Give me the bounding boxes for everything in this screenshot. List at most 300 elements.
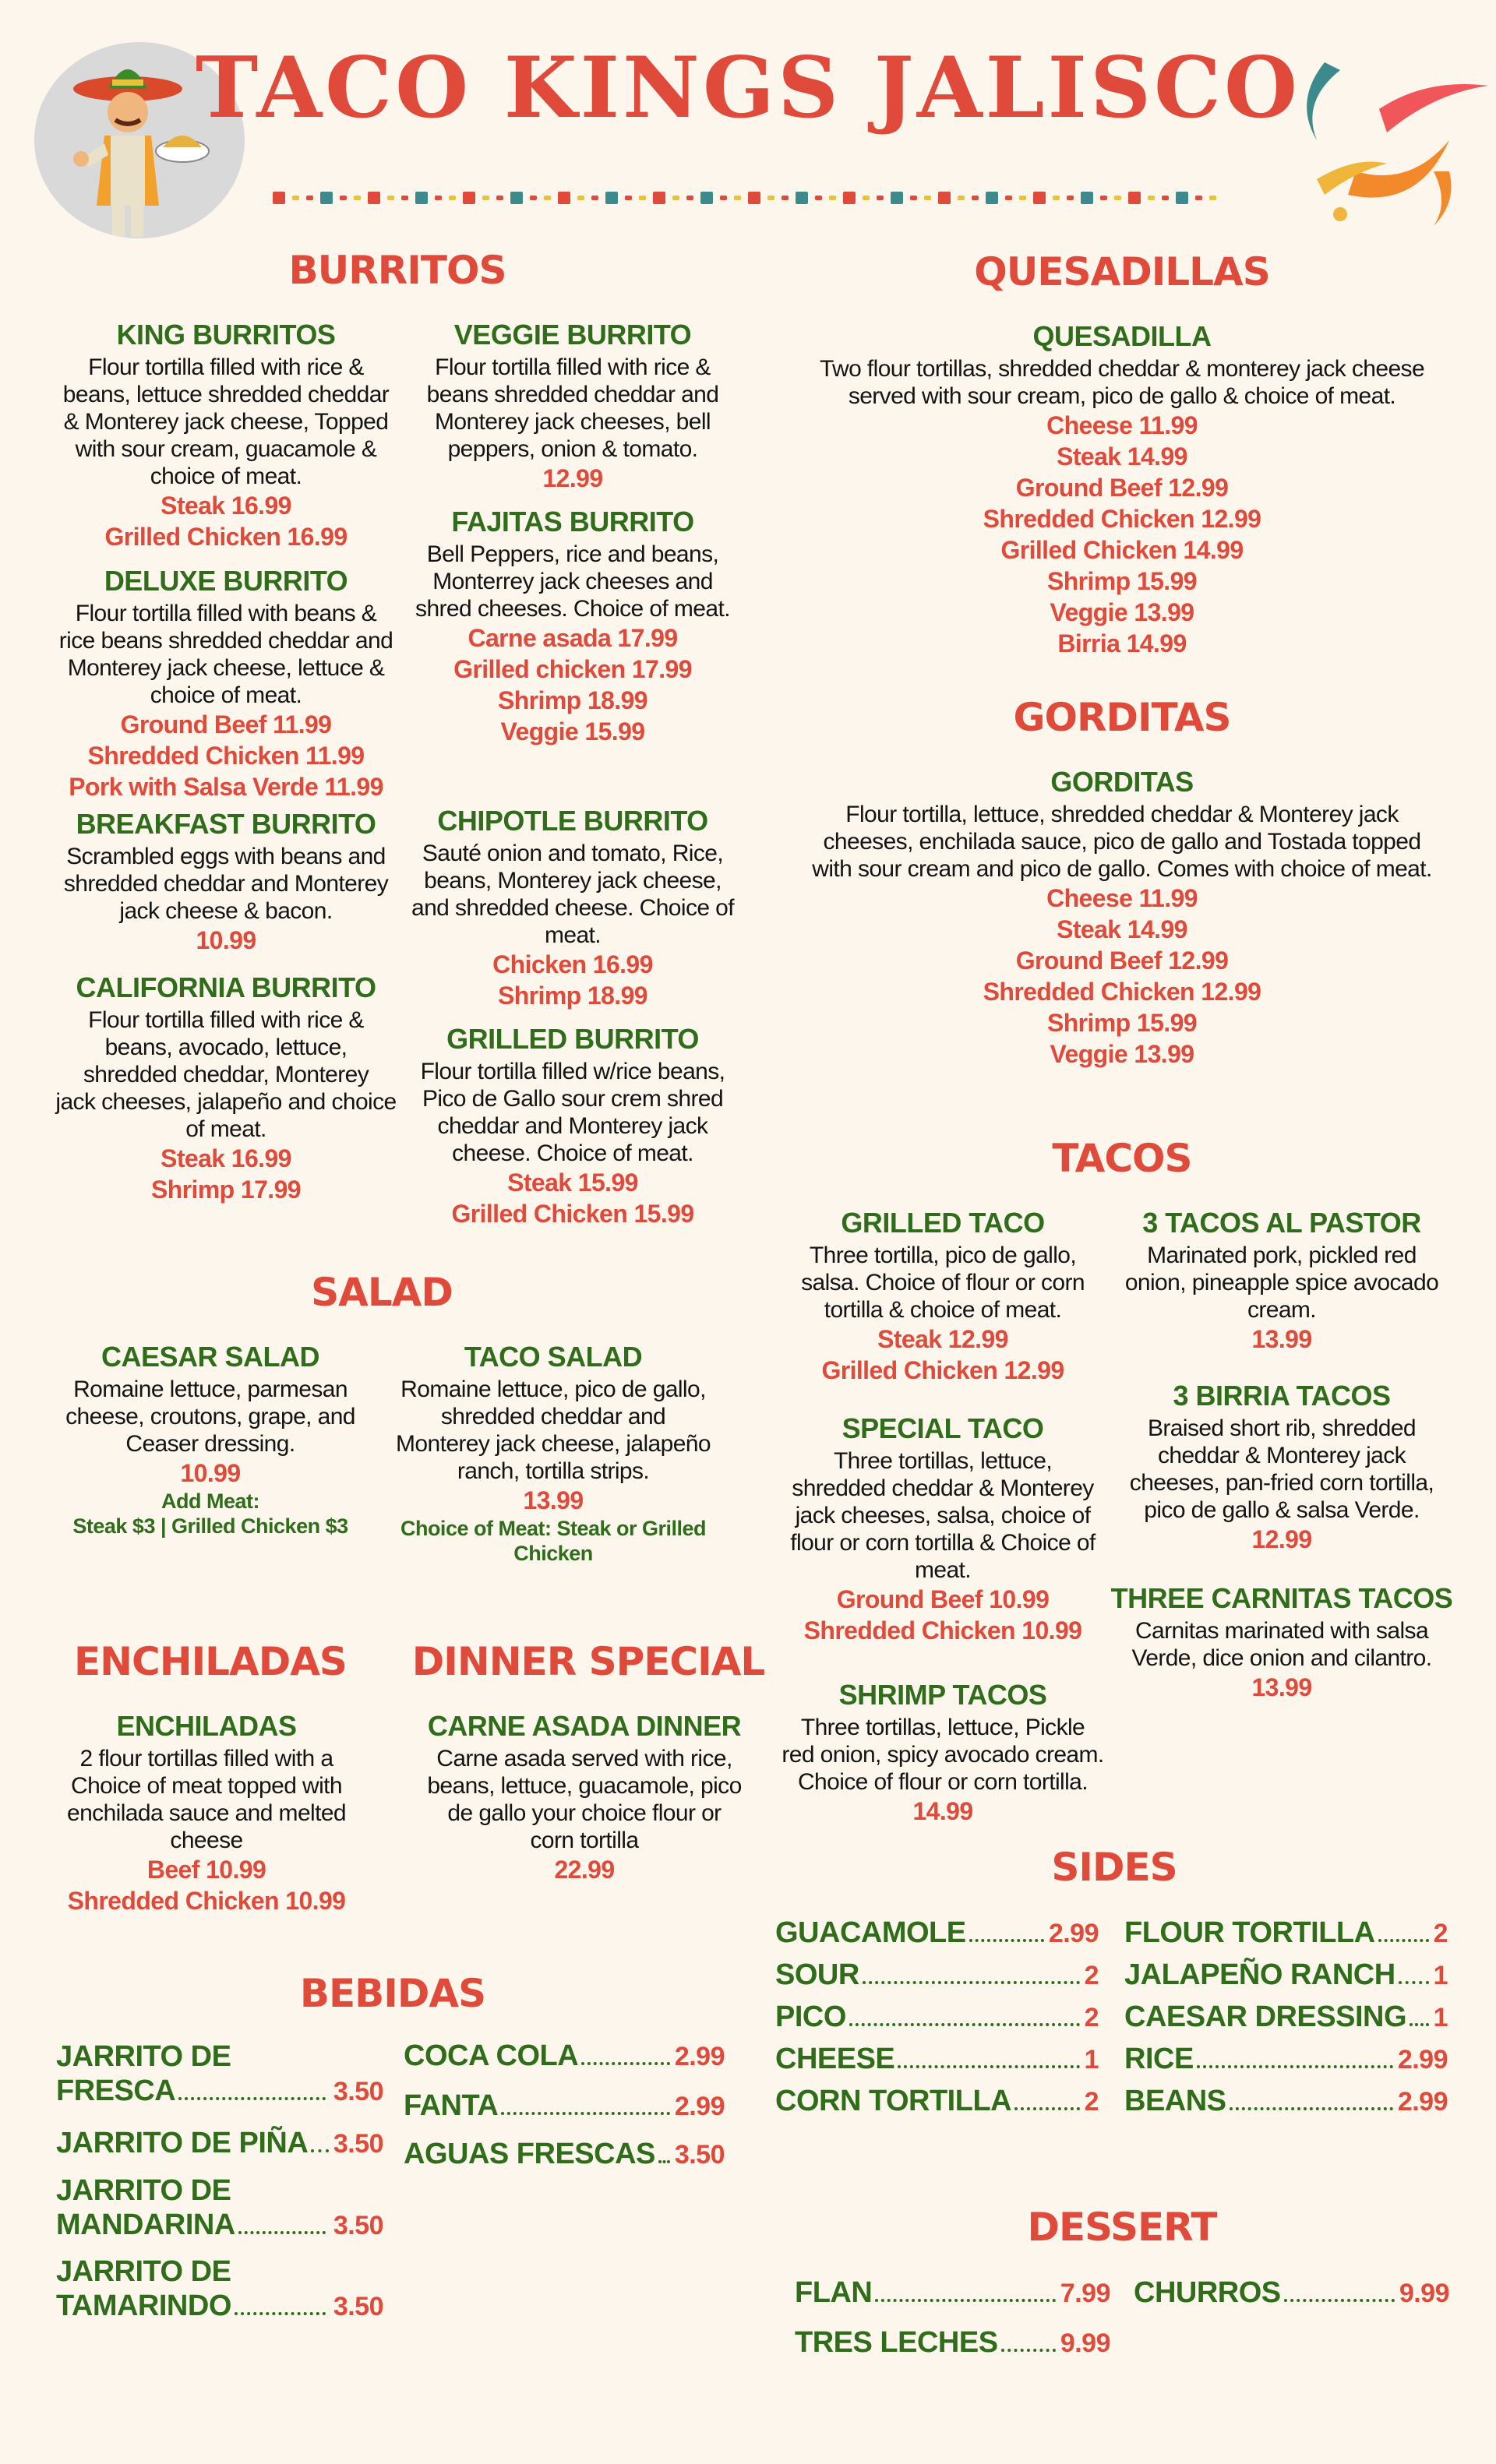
- divider-dot: [782, 196, 789, 200]
- item-desc: jack cheese & bacon.: [119, 898, 333, 924]
- drink-jarrito-mandarina: [56, 2173, 383, 2243]
- side-row: [1124, 2043, 1448, 2076]
- item-price: Shrimp 15.99: [1046, 567, 1197, 595]
- item-price: 10.99: [180, 1459, 241, 1487]
- divider-dot: [720, 196, 727, 200]
- item-desc: cheese: [170, 1828, 243, 1853]
- item-price: 12.99: [542, 464, 603, 492]
- side-name: GUACAMOLE: [775, 1916, 966, 1949]
- dessert-name: FLAN: [795, 2276, 873, 2309]
- drink-name: JARRITO DE PIÑA: [56, 2127, 309, 2159]
- menu-item-quesadilla: [779, 320, 1465, 659]
- divider-dot: [1114, 196, 1121, 200]
- item-desc: Flour tortilla filled with rice &: [435, 354, 711, 380]
- item-name: QUESADILLA: [1032, 320, 1212, 352]
- divider-dot: [510, 192, 523, 204]
- dot-leader: [1284, 2299, 1395, 2302]
- item-desc: cream.: [1247, 1297, 1317, 1323]
- item-desc: Three tortillas, lettuce, Pickle: [800, 1715, 1085, 1740]
- divider-dot: [1033, 192, 1046, 204]
- dessert-name: TRES LECHES: [795, 2326, 998, 2359]
- item-desc: meat.: [544, 922, 602, 948]
- item-price: Cheese 11.99: [1046, 411, 1198, 439]
- section-title-sides: SIDES: [1051, 1845, 1177, 1890]
- item-price: 10.99: [196, 926, 256, 954]
- confetti-decoration-icon: [1293, 55, 1496, 234]
- section-title-gorditas: GORDITAS: [1013, 695, 1231, 740]
- item-price: Grilled chicken 17.99: [453, 655, 692, 683]
- side-row: [1124, 1958, 1448, 1992]
- side-name: SOUR: [775, 1958, 859, 1991]
- side-row: [1124, 1916, 1448, 1950]
- item-desc: Monterey jack cheese, jalapeño: [396, 1431, 711, 1457]
- item-price: Steak 16.99: [161, 1144, 291, 1172]
- item-desc: cheese, croutons, grape, and: [65, 1404, 355, 1429]
- drink-price: 3.50: [674, 2140, 725, 2170]
- item-name: THREE CARNITAS TACOS: [1110, 1582, 1453, 1614]
- section-title-dinner-special: DINNER SPECIAL: [411, 1639, 765, 1684]
- item-price: Shrimp 17.99: [150, 1176, 301, 1204]
- side-row: [775, 2043, 1099, 2076]
- dessert-flan: [795, 2276, 1110, 2310]
- divider-dot: [1162, 196, 1169, 200]
- item-price: Steak 15.99: [507, 1169, 638, 1197]
- drink-name-line2: TAMARINDO: [56, 2290, 231, 2322]
- divider-dot: [1148, 196, 1155, 200]
- dot-leader: [1014, 2107, 1079, 2110]
- item-price: 13.99: [1251, 1673, 1312, 1701]
- item-name: CHIPOTLE BURRITO: [437, 805, 708, 837]
- item-price: Shredded Chicken 12.99: [983, 978, 1261, 1006]
- divider-dot: [1195, 196, 1202, 200]
- menu-item-enchiladas: [47, 1712, 366, 1916]
- item-desc: cheddar and Monterey jack: [437, 1113, 708, 1139]
- dot-leader: [238, 2231, 326, 2234]
- divider-dot: [843, 192, 856, 204]
- menu-item-grilled-taco: [771, 1209, 1114, 1386]
- item-name: SPECIAL TACO: [842, 1412, 1044, 1444]
- item-desc: Monterey jack cheeses, bell: [435, 409, 711, 435]
- drink-name: FANTA: [404, 2089, 499, 2122]
- side-row: [775, 2085, 1099, 2118]
- dot-leader: [311, 2149, 329, 2152]
- side-price: 1: [1433, 2003, 1448, 2032]
- item-name: ENCHILADAS: [116, 1710, 297, 1742]
- divider-dot: [482, 196, 489, 200]
- divider-dot: [877, 196, 884, 200]
- item-name: KING BURRITOS: [116, 319, 336, 351]
- item-desc: Bell Peppers, rice and beans,: [426, 541, 719, 567]
- item-desc: rice beans shredded cheddar and: [58, 628, 393, 654]
- item-desc: onion, pineapple spice avocado: [1124, 1270, 1439, 1295]
- divider-dot: [340, 196, 347, 200]
- item-desc: cheeses, enchilada sauce, pico de gallo and Tostada topped: [823, 829, 1421, 855]
- item-desc: red onion, spicy avocado cream.: [782, 1742, 1104, 1768]
- item-desc: shredded cheddar, Monterey: [83, 1062, 369, 1087]
- item-price: Ground Beef 10.99: [836, 1585, 1050, 1613]
- drink-name: AGUAS FRESCAS: [404, 2138, 655, 2170]
- item-extra: Add Meat:: [161, 1489, 259, 1513]
- side-name: JALAPEÑO RANCH: [1124, 1958, 1395, 1991]
- item-desc: beans shredded cheddar and: [426, 382, 719, 407]
- divider-dot: [1067, 196, 1074, 200]
- dot-leader: [1399, 1981, 1429, 1984]
- item-price: Steak 12.99: [877, 1325, 1008, 1353]
- dessert-name: CHURROS: [1134, 2276, 1281, 2309]
- menu-item-king-burritos: [47, 321, 405, 552]
- item-price: 13.99: [1251, 1325, 1312, 1353]
- divider-dot: [544, 196, 551, 200]
- item-name: CAESAR SALAD: [101, 1341, 319, 1373]
- divider-dot: [734, 196, 741, 200]
- dot-leader: [501, 2112, 669, 2115]
- item-desc: Flour tortilla, lettuce, shredded cheddar & Monterey jack: [845, 802, 1399, 827]
- section-title-dessert: DESSERT: [1027, 2205, 1217, 2250]
- item-desc: ranch, tortilla strips.: [457, 1458, 650, 1484]
- divider-dot: [415, 192, 428, 204]
- item-price: Ground Beef 12.99: [1015, 946, 1229, 975]
- item-desc: with sour cream, guacamole &: [75, 436, 377, 462]
- side-name: RICE: [1124, 2043, 1194, 2075]
- divider-dot: [387, 196, 394, 200]
- divider-dot: [924, 196, 931, 200]
- item-desc: Marinated pork, pickled red: [1147, 1243, 1417, 1268]
- divider-dot: [672, 196, 679, 200]
- item-desc: Ceaser dressing.: [125, 1431, 295, 1457]
- item-price: Carne asada 17.99: [468, 624, 678, 652]
- item-desc: beans, Monterey jack cheese,: [424, 868, 722, 894]
- item-name: VEGGIE BURRITO: [453, 319, 692, 351]
- divider-dot: [401, 196, 408, 200]
- item-price: Shrimp 18.99: [497, 686, 647, 714]
- divider-dot: [700, 192, 713, 204]
- item-extra: Steak $3 | Grilled Chicken $3: [72, 1514, 348, 1538]
- item-desc: cheeses, pan-fried corn tortilla,: [1129, 1470, 1434, 1496]
- section-title-enchiladas: ENCHILADAS: [74, 1639, 347, 1684]
- side-name: CAESAR DRESSING: [1124, 2000, 1406, 2033]
- menu-item-deluxe-burrito: [47, 567, 405, 802]
- side-name: CORN TORTILLA: [775, 2085, 1012, 2117]
- item-name: CARNE ASADA DINNER: [427, 1710, 742, 1742]
- dessert-price: 7.99: [1060, 2279, 1110, 2308]
- item-name: GORDITAS: [1050, 766, 1194, 798]
- item-desc: Three tortilla, pico de gallo,: [809, 1243, 1077, 1268]
- divider-dot: [938, 192, 951, 204]
- item-desc: of meat.: [185, 1116, 266, 1142]
- side-row: [1124, 2085, 1448, 2118]
- divider-dot: [463, 192, 475, 204]
- item-price: Steak 16.99: [161, 492, 291, 520]
- divider-dot: [1005, 196, 1012, 200]
- dot-leader: [863, 1981, 1080, 1984]
- item-price: 22.99: [554, 1856, 615, 1884]
- item-price: Grilled Chicken 16.99: [104, 523, 348, 551]
- drink-price: 2.99: [674, 2042, 725, 2071]
- item-price: Grilled Chicken 12.99: [821, 1356, 1064, 1384]
- menu-item-veggie-burrito: [397, 321, 748, 494]
- item-price: Shrimp 15.99: [1046, 1009, 1197, 1037]
- side-price: 1: [1084, 2045, 1099, 2074]
- item-desc: Flour tortilla filled with rice &: [88, 354, 364, 380]
- drink-name-line1: JARRITO DE: [56, 2040, 231, 2073]
- menu-item-gorditas: [779, 768, 1465, 1070]
- side-row: [775, 2000, 1099, 2034]
- divider-dot: [530, 196, 537, 200]
- divider-dot: [1100, 196, 1107, 200]
- item-desc: with sour cream and pico de gallo. Comes with choice of meat.: [812, 856, 1432, 882]
- menu-item-three-carnitas-tacos: [1099, 1582, 1465, 1703]
- item-desc: flour or corn tortilla & Choice of: [790, 1530, 1096, 1556]
- side-row: [1124, 2000, 1448, 2034]
- divider-dot: [1053, 196, 1060, 200]
- side-price: 2.99: [1397, 2045, 1448, 2074]
- drink-price: 3.50: [333, 2211, 383, 2240]
- item-desc: cheese. Choice of meat.: [452, 1140, 693, 1166]
- divider-dot: [958, 196, 965, 200]
- item-name: DELUXE BURRITO: [104, 565, 348, 597]
- section-title-salad: SALAD: [311, 1270, 453, 1315]
- item-price: 13.99: [523, 1486, 584, 1514]
- divider-dot: [891, 192, 903, 204]
- dessert-price: 9.99: [1399, 2279, 1449, 2308]
- menu-item-tacos-al-pastor: [1106, 1209, 1457, 1355]
- item-price: Beef 10.99: [146, 1856, 266, 1884]
- drink-price: 2.99: [674, 2092, 725, 2121]
- divider-dot: [605, 192, 618, 204]
- item-desc: Flour tortilla filled with rice &: [88, 1007, 364, 1033]
- item-desc: beans, lettuce shredded cheddar: [62, 382, 390, 407]
- divider-dot: [591, 196, 598, 200]
- item-price: Shredded Chicken 10.99: [67, 1887, 346, 1915]
- side-price: 2: [1433, 1919, 1448, 1948]
- side-price: 2: [1084, 1961, 1099, 1990]
- divider-dot: [292, 196, 299, 200]
- item-desc: Scrambled eggs with beans and: [66, 844, 386, 869]
- divider-dot: [625, 196, 632, 200]
- menu-item-shrimp-tacos: [771, 1681, 1114, 1827]
- item-desc: Carnitas marinated with salsa: [1134, 1618, 1429, 1644]
- divider-dot: [796, 192, 808, 204]
- item-desc: & Monterey jack cheese, Topped: [63, 409, 389, 435]
- drink-jarrito-tamarindo: [56, 2254, 383, 2324]
- drink-name-line2: MANDARINA: [56, 2208, 235, 2241]
- divider-dot: [435, 196, 442, 200]
- divider-dot: [1209, 196, 1216, 200]
- divider-dot: [320, 192, 333, 204]
- item-price: Chicken 16.99: [492, 950, 653, 978]
- divider-dot: [496, 196, 503, 200]
- item-price: Shredded Chicken 10.99: [803, 1616, 1082, 1644]
- drink-jarrito-pina: [56, 2127, 383, 2160]
- item-desc: Choice of meat topped with: [71, 1773, 342, 1799]
- drink-jarrito-fresca: [56, 2039, 383, 2109]
- item-desc: Monterey jack cheese, lettuce &: [67, 655, 385, 681]
- item-price: Shrimp 18.99: [497, 982, 647, 1010]
- side-price: 2.99: [1048, 1919, 1099, 1948]
- dessert-price: 9.99: [1060, 2328, 1110, 2358]
- divider-dot: [748, 192, 760, 204]
- side-name: BEANS: [1124, 2085, 1226, 2117]
- side-price: 2: [1084, 2087, 1099, 2117]
- item-desc: corn tortilla: [530, 1828, 639, 1853]
- divider-dot: [972, 196, 979, 200]
- section-title-quesadillas: QUESADILLAS: [974, 249, 1270, 294]
- divider-dot: [449, 196, 456, 200]
- item-desc: Romaine lettuce, parmesan: [73, 1377, 348, 1402]
- dot-leader: [969, 1939, 1044, 1942]
- divider-dot: [910, 196, 917, 200]
- item-desc: beans, lettuce, guacamole, pico: [427, 1773, 742, 1799]
- dot-leader: [1001, 2349, 1056, 2352]
- item-desc: and shredded cheese. Choice of: [411, 895, 734, 921]
- item-desc: Two flour tortillas, shredded cheddar & monterey jack cheese: [819, 356, 1425, 382]
- restaurant-title: TACO KINGS JALISCO: [195, 39, 1301, 137]
- item-extra: Chicken: [513, 1542, 593, 1565]
- item-price: Veggie 13.99: [1050, 1040, 1194, 1068]
- item-desc: Braised short rib, shredded: [1148, 1415, 1416, 1441]
- menu-item-birria-tacos: [1106, 1382, 1457, 1555]
- divider-dot: [306, 196, 313, 200]
- dot-leader: [178, 2097, 326, 2100]
- drink-coca-cola: [404, 2039, 725, 2073]
- decorative-dot-divider: [273, 190, 1223, 206]
- divider-dot: [577, 196, 584, 200]
- divider-dot: [1081, 192, 1093, 204]
- item-extra: Choice of Meat: Steak or Grilled: [400, 1517, 707, 1540]
- drink-price: 3.50: [333, 2129, 383, 2159]
- item-desc: salsa. Choice of flour or corn: [801, 1270, 1085, 1295]
- side-row: [775, 1916, 1099, 1950]
- section-title-tacos: TACOS: [1052, 1136, 1192, 1181]
- drink-aguas-frescas: [404, 2138, 725, 2171]
- divider-dot: [558, 192, 570, 204]
- menu-item-special-taco: [767, 1412, 1118, 1646]
- side-name: CHEESE: [775, 2043, 895, 2075]
- divider-dot: [368, 192, 380, 204]
- dot-leader: [1230, 2107, 1393, 2110]
- drink-name-line1: JARRITO DE: [56, 2174, 231, 2207]
- item-desc: peppers, onion & tomato.: [447, 436, 698, 462]
- item-price: Veggie 13.99: [1050, 598, 1194, 626]
- side-name: PICO: [775, 2000, 846, 2033]
- drink-name: COCA COLA: [404, 2039, 579, 2072]
- divider-dot: [639, 196, 646, 200]
- divider-dot: [863, 196, 870, 200]
- side-price: 2: [1084, 2003, 1099, 2032]
- item-name: GRILLED TACO: [841, 1207, 1045, 1239]
- item-desc: shredded cheddar and Monterey: [63, 871, 389, 897]
- item-price: Cheese 11.99: [1046, 884, 1198, 912]
- dessert-tres-leches: [795, 2326, 1110, 2360]
- item-name: GRILLED BURRITO: [446, 1023, 699, 1055]
- divider-dot: [653, 192, 665, 204]
- drink-name-line2: FRESCA: [56, 2074, 176, 2107]
- item-price: Pork with Salsa Verde 11.99: [69, 773, 383, 801]
- divider-dot: [815, 196, 822, 200]
- item-desc: enchilada sauce and melted: [67, 1800, 346, 1826]
- drink-name-line1: JARRITO DE: [56, 2255, 231, 2288]
- item-desc: 2 flour tortillas filled with a: [79, 1746, 333, 1771]
- item-price: Shredded Chicken 11.99: [87, 742, 365, 770]
- item-desc: pico de gallo & salsa Verde.: [1144, 1497, 1420, 1523]
- item-desc: Three tortillas, lettuce,: [833, 1448, 1053, 1474]
- dot-leader: [1378, 1939, 1429, 1942]
- divider-dot: [354, 196, 361, 200]
- dot-leader: [235, 2312, 326, 2315]
- item-price: Veggie 15.99: [500, 717, 645, 746]
- menu-item-carne-asada-dinner: [413, 1712, 756, 1885]
- dot-leader: [849, 2023, 1080, 2026]
- item-desc: cheddar & Monterey jack: [1157, 1443, 1406, 1468]
- item-name: 3 BIRRIA TACOS: [1173, 1380, 1391, 1412]
- dot-leader: [1197, 2065, 1393, 2068]
- dessert-churros: [1134, 2276, 1449, 2310]
- item-desc: beans, avocado, lettuce,: [104, 1035, 348, 1060]
- menu-item-california-burrito: [39, 971, 413, 1205]
- item-desc: shredded cheddar & Monterey: [792, 1475, 1094, 1501]
- item-name: FAJITAS BURRITO: [451, 506, 694, 538]
- divider-dot: [829, 196, 836, 200]
- item-price: Grilled Chicken 15.99: [451, 1200, 694, 1228]
- item-name: CALIFORNIA BURRITO: [76, 971, 376, 1003]
- dot-leader: [898, 2065, 1079, 2068]
- divider-dot: [1128, 192, 1141, 204]
- item-name: BREAKFAST BURRITO: [76, 808, 376, 840]
- item-desc: jack cheeses, salsa, choice of: [795, 1503, 1091, 1528]
- item-name: 3 TACOS AL PASTOR: [1142, 1207, 1421, 1239]
- item-desc: Flour tortilla filled w/rice beans,: [420, 1059, 725, 1084]
- item-desc: de gallo your choice flour or: [447, 1800, 722, 1826]
- item-desc: Flour tortilla filled with beans &: [75, 601, 377, 626]
- menu-item-taco-salad: [382, 1343, 725, 1566]
- side-name: FLOUR TORTILLA: [1124, 1916, 1375, 1949]
- item-price: 14.99: [912, 1797, 973, 1825]
- item-name: TACO SALAD: [464, 1341, 643, 1373]
- item-price: Steak 14.99: [1057, 915, 1187, 943]
- dot-leader: [581, 2062, 670, 2065]
- item-price: Birria 14.99: [1057, 629, 1187, 657]
- item-price: 12.99: [1251, 1525, 1312, 1553]
- side-row: [775, 1958, 1099, 1992]
- dot-leader: [658, 2160, 670, 2163]
- menu-item-breakfast-burrito: [47, 810, 405, 956]
- item-desc: meat.: [914, 1557, 972, 1583]
- divider-dot: [273, 192, 285, 204]
- section-title-bebidas: BEBIDAS: [299, 1971, 486, 2016]
- item-price: Ground Beef 12.99: [1015, 474, 1229, 502]
- menu-item-grilled-burrito: [393, 1025, 752, 1229]
- item-desc: Pico de Gallo sour crem shred: [422, 1086, 724, 1112]
- item-desc: choice of meat.: [150, 682, 302, 708]
- item-desc: tortilla & choice of meat.: [824, 1297, 1062, 1323]
- side-price: 1: [1433, 1961, 1448, 1990]
- menu-item-chipotle-burrito: [397, 807, 748, 1011]
- divider-dot: [686, 196, 693, 200]
- item-desc: choice of meat.: [150, 464, 302, 489]
- item-desc: shred cheeses. Choice of meat.: [415, 596, 730, 622]
- item-desc: served with sour cream, pico de gallo & choice of meat.: [848, 383, 1396, 409]
- item-desc: Sauté onion and tomato, Rice,: [422, 841, 724, 866]
- drink-fanta: [404, 2089, 725, 2123]
- item-price: Grilled Chicken 14.99: [1000, 536, 1244, 564]
- menu-item-fajitas-burrito: [397, 508, 748, 747]
- drink-price: 3.50: [333, 2077, 383, 2106]
- divider-dot: [1176, 192, 1188, 204]
- dot-leader: [875, 2299, 1056, 2302]
- menu-item-caesar-salad: [47, 1343, 374, 1539]
- item-price: Ground Beef 11.99: [120, 710, 332, 738]
- section-title-burritos: BURRITOS: [288, 248, 506, 293]
